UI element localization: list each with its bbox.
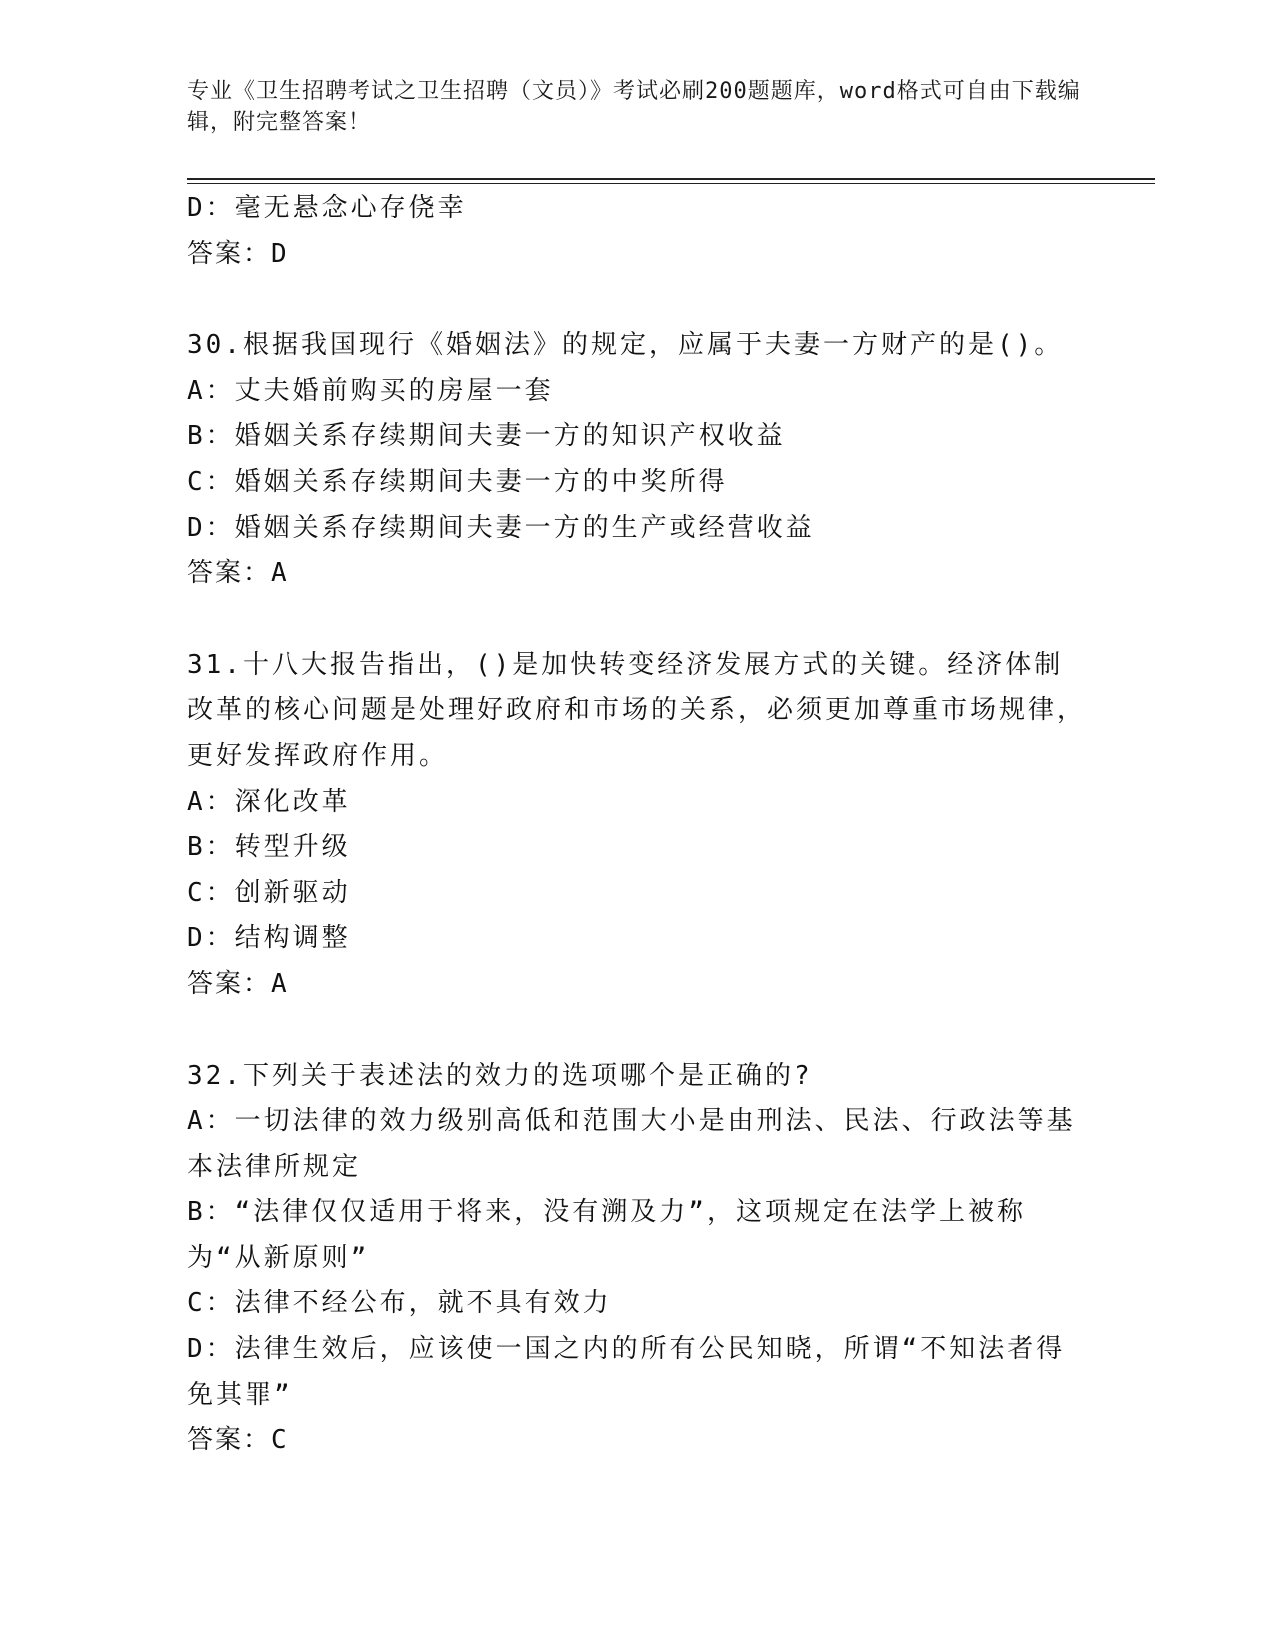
option-b: B：婚姻关系存续期间夫妻一方的知识产权收益 xyxy=(187,421,786,452)
option-d: D：婚姻关系存续期间夫妻一方的生产或经营收益 xyxy=(187,512,815,543)
answer-label: 答案： xyxy=(187,558,272,589)
question-stem: 30.根据我国现行《婚姻法》的规定，应属于夫妻一方财产的是()。 xyxy=(187,330,1064,361)
answer-value: D xyxy=(271,238,289,269)
option-c: C：法律不经公布，就不具有效力 xyxy=(187,1288,612,1319)
answer-value: A xyxy=(271,558,289,589)
question-stem: 31.十八大报告指出，()是加快转变经济发展方式的关键。经济体制改革的核心问题是处理好政府和市场的关系，必须更加尊重市场规律，更好发挥政府作用。 xyxy=(187,649,1087,771)
option-b: B：转型升级 xyxy=(187,832,351,863)
option-d: D：结构调整 xyxy=(187,923,351,954)
answer-value: C xyxy=(271,1425,289,1456)
carryover-answer xyxy=(187,232,1087,278)
option-a: A：丈夫婚前购买的房屋一套 xyxy=(187,375,554,406)
option-b: B：“法律仅仅适用于将来，没有溯及力”，这项规定在法学上被称为“从新原则” xyxy=(187,1197,1026,1273)
question-30 xyxy=(187,323,1087,597)
question-32 xyxy=(187,1054,1087,1464)
option-a: A：一切法律的效力级别高低和范围大小是由刑法、民法、行政法等基本法律所规定 xyxy=(187,1106,1076,1182)
question-answer xyxy=(187,962,1087,1008)
option-c: C：婚姻关系存续期间夫妻一方的中奖所得 xyxy=(187,466,728,497)
document-body xyxy=(187,186,1087,1464)
option-c: C：创新驱动 xyxy=(187,877,351,908)
carryover-option-d: D：毫无悬念心存侥幸 xyxy=(187,193,467,223)
question-31 xyxy=(187,643,1087,1008)
header-divider xyxy=(187,178,1155,184)
answer-label: 答案： xyxy=(187,968,272,999)
question-stem: 32.下列关于表述法的效力的选项哪个是正确的? xyxy=(187,1060,813,1091)
option-d: D：法律生效后，应该使一国之内的所有公民知晓，所谓“不知法者得免其罪” xyxy=(187,1334,1066,1410)
answer-value: A xyxy=(271,968,289,999)
question-answer xyxy=(187,1418,1087,1464)
page-header: 专业《卫生招聘考试之卫生招聘（文员）》考试必刷200题题库，word格式可自由下载编辑，附完整答案！ xyxy=(187,79,1081,135)
option-a: A：深化改革 xyxy=(187,786,351,817)
answer-label: 答案： xyxy=(187,238,272,269)
question-answer xyxy=(187,551,1087,597)
answer-label: 答案： xyxy=(187,1425,272,1456)
